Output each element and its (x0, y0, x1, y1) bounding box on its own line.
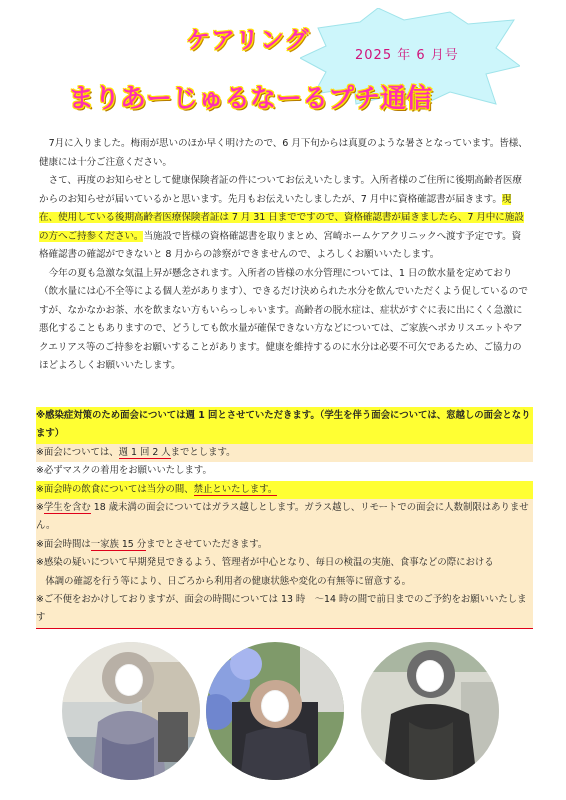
notice-line-2 (36, 444, 533, 462)
notice-line-6 (36, 536, 533, 554)
issue-date: 2025 年 6 月号 (355, 48, 459, 63)
newsletter-subtitle: ケアリング (186, 26, 310, 54)
notice-line-5-pre: ※ (36, 502, 44, 514)
notice-line-6-post: までとさせていただきます。 (146, 538, 268, 550)
notice-line-6-pre: ※面会時間は (36, 538, 91, 550)
resident-photo-2 (206, 642, 344, 780)
resident-photo-3 (361, 642, 499, 780)
notice-line-1: ※感染症対策のため面会については週 1 回とさせていただきます。（学生を伴う面会については、窓越しの面会となります） (36, 407, 533, 444)
visiting-notice (36, 407, 533, 629)
insurance-text-b: 当施設で皆様の資格確認書を取りまとめ、宮崎ホームケアクリニックへ渡す予定です。資格確認書の確認ができないと 8 月からの診察ができませんので、よろしくお願いいたします。 (39, 230, 522, 260)
paragraph-july: 7月に入りました。梅雨が思いのほか早く明けたので、6 月下旬からは真夏のような暑さとなっています。皆様、健康には十分ご注意ください。 (39, 138, 528, 168)
notice-line-8: ※ご不便をおかけしておりますが、面会の時間については 13 時 ～14 時の間で前日までのご予約をお願いいたします (36, 591, 533, 629)
notice-line-2-pre: ※面会については、 (36, 446, 119, 458)
paragraph-hydration: 今年の夏も急激な気温上昇が懸念されます。入所者の皆様の水分管理については、1 日の飲水量を定めており（飲水量には心不全等による個人差があります）、できるだけ決められた水分を飲んでいただくよう促しているのですが、なかなかお茶、水を飲まない方もいらっしゃいます。高齢者の脱水症は、症状がすぐに表に出にくく急激に悪化することもありますので、どうしても飲水量が確保できない方などについては、ご家族へポカリスエットやアクエリアス等のご持参をお願いすることがあります。健康を維持するのに水分は必要不可欠であるため、ご協力のほどよろしくお願いいたします。 (39, 267, 528, 371)
newsletter-title: まりあーじゅるなーるプチ通信 (68, 84, 433, 114)
notice-line-7b: 体調の確認を行う等により、日ごろから利用者の健康状態や変化の有無等に留意する。 (36, 573, 533, 591)
notice-line-4 (36, 481, 533, 499)
notice-line-4-pre: ※面会時の飲食については当分の間、 (36, 483, 194, 495)
insurance-highlight: 現在、使用している後期高齢者医療保険者証は 7 月 31 日までですので、資格確認書が届きましたら、7 月中に施設の方へご持参ください。 (39, 193, 524, 242)
notice-line-4-underlined: 禁止といたします。 (193, 483, 278, 495)
notice-line-5-underlined: 学生を含む (43, 502, 91, 514)
body-text (39, 135, 530, 376)
paragraph-insurance (39, 172, 530, 265)
face-mask (261, 690, 289, 722)
insurance-text-a: さて、再度のお知らせとして健康保険者証の件についてお伝えいたします。入所者様のご住所に後期高齢者医療からのお知らせが届いているかと思います。先月もお伝えいたしましたが、7 月中に資格確認書が届きます。 (39, 175, 522, 205)
resident-photo-1 (62, 642, 200, 780)
notice-line-2-underlined: 週 1 回 2 人 (118, 446, 171, 458)
face-mask (416, 660, 444, 692)
notice-line-5 (36, 499, 533, 536)
notice-line-6-underlined: 一家族 15 分 (90, 538, 147, 550)
notice-line-3: ※必ずマスクの着用をお願いいたします。 (36, 465, 212, 477)
notice-line-5-post: 18 歳未満の面会についてはガラス越しとします。ガラス越し、リモートでの面会に人数制限はありません。 (36, 502, 529, 532)
notice-line-2-post: までとします。 (170, 446, 236, 458)
face-mask (115, 664, 143, 696)
notice-line-7a: ※感染の疑いについて早期発見できるよう、管理者が中心となり、毎日の検温の実施、食事などの際における (36, 554, 533, 572)
